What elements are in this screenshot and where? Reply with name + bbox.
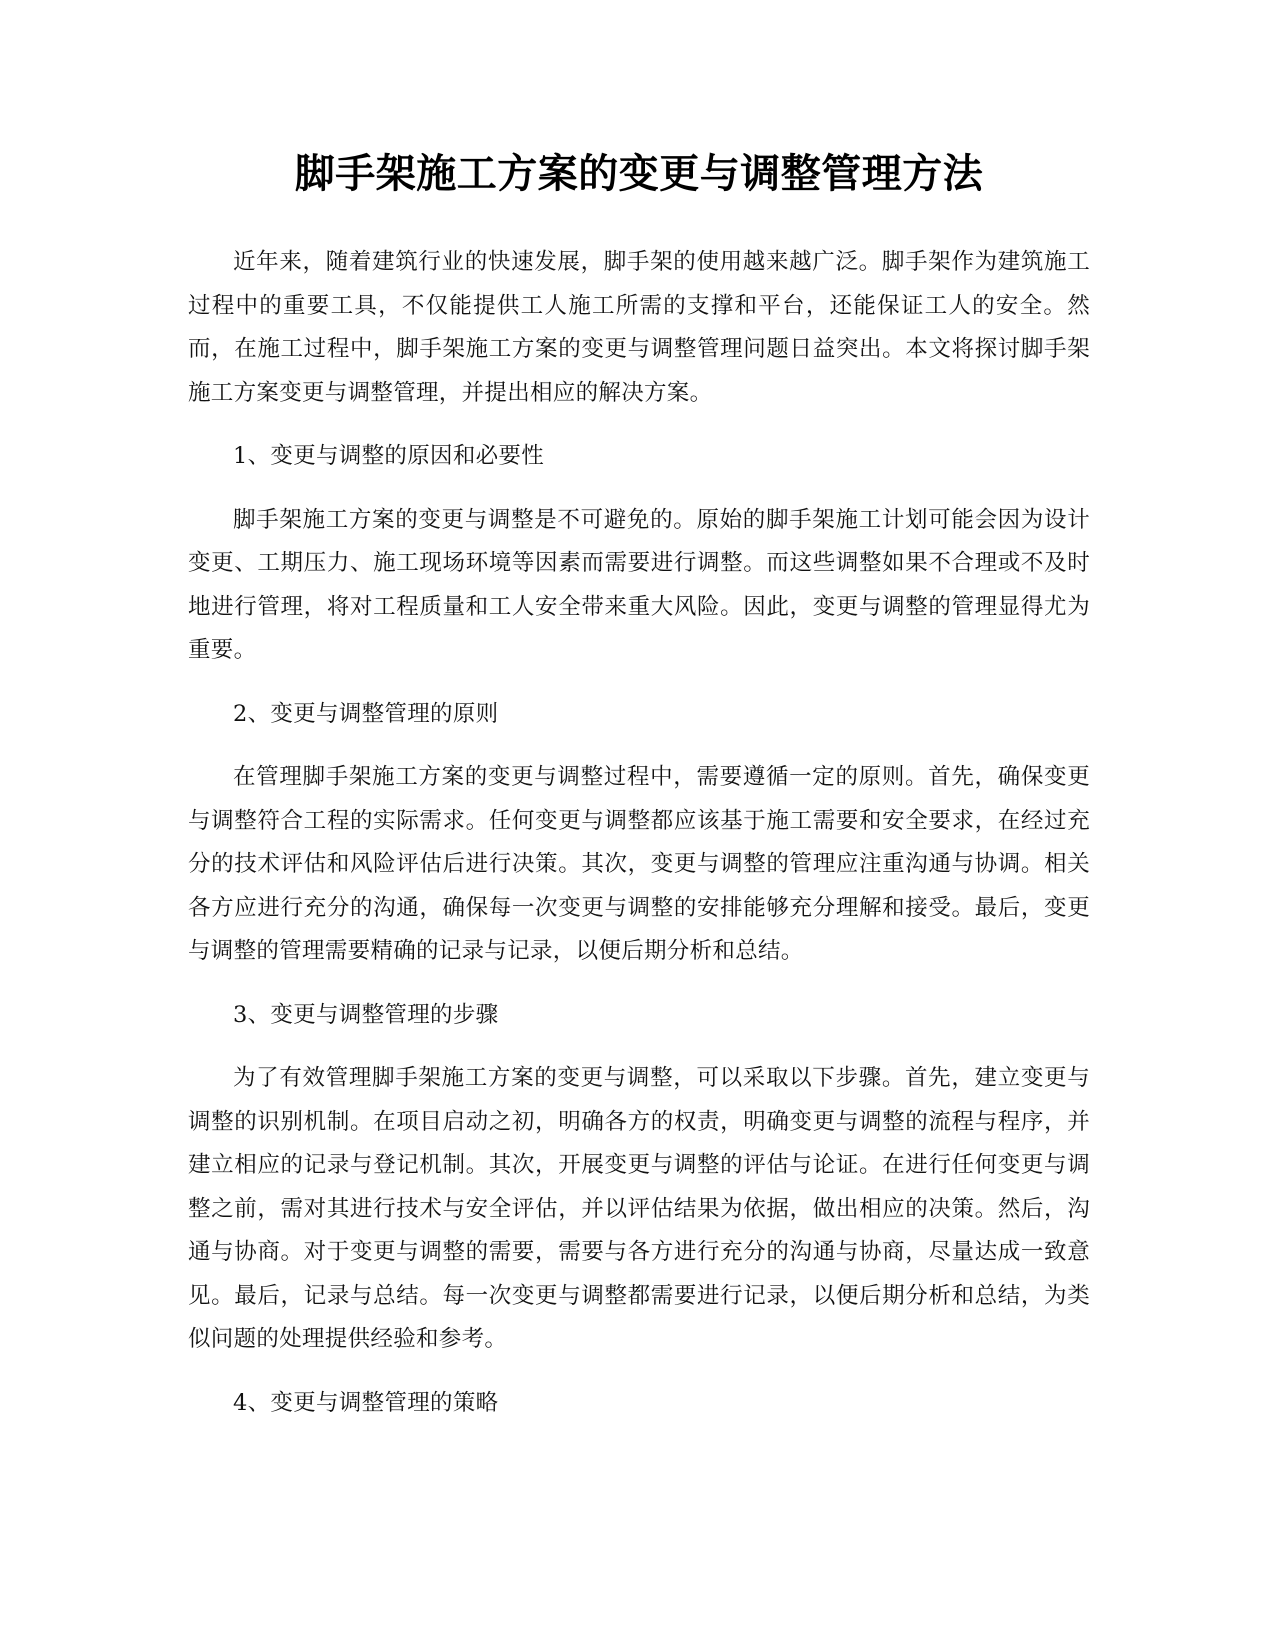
section-heading-4: 4、变更与调整管理的策略 [233,1389,499,1416]
section-body-3: 为了有效管理脚手架施工方案的变更与调整，可以采取以下步骤。首先，建立变更与调整的识别机制。在项目启动之初，明确各方的权责，明确变更与调整的流程与程序，并建立相应的记录与登记机制。其次，开展变更与调整的评估与论证。在进行任何变更与调整之前，需对其进行技术与安全评估，并以评估结果为依据，做出相应的决策。然后，沟通与协商。对于变更与调整的需要，需要与各方进行充分的沟通与协商，尽量达成一致意见。最后，记录与总结。每一次变更与调整都需要进行记录，以便后期分析和总结，为类似问题的处理提供经验和参考。 [188,1065,1090,1352]
section-heading-3: 3、变更与调整管理的步骤 [233,1001,499,1028]
document-title: 脚手架施工方案的变更与调整管理方法 [294,151,984,197]
section-heading-2: 2、变更与调整管理的原则 [233,700,499,727]
intro-paragraph: 近年来，随着建筑行业的快速发展，脚手架的使用越来越广泛。脚手架作为建筑施工过程中的重要工具，不仅能提供工人施工所需的支撑和平台，还能保证工人的安全。然而，在施工过程中，脚手架施工方案的变更与调整管理问题日益突出。本文将探讨脚手架施工方案变更与调整管理，并提出相应的解决方案。 [188,249,1090,406]
section-heading-1: 1、变更与调整的原因和必要性 [233,443,545,469]
section-body-1: 脚手架施工方案的变更与调整是不可避免的。原始的脚手架施工计划可能会因为设计变更、工期压力、施工现场环境等因素而需要进行调整。而这些调整如果不合理或不及时地进行管理，将对工程质量和工人安全带来重大风险。因此，变更与调整的管理显得尤为重要。 [188,506,1090,663]
section-body-2: 在管理脚手架施工方案的变更与调整过程中，需要遵循一定的原则。首先，确保变更与调整符合工程的实际需求。任何变更与调整都应该基于施工需要和安全要求，在经过充分的技术评估和风险评估后进行决策。其次，变更与调整的管理应注重沟通与协调。相关各方应进行充分的沟通，确保每一次变更与调整的安排能够充分理解和接受。最后，变更与调整的管理需要精确的记录与记录，以便后期分析和总结。 [188,764,1090,964]
